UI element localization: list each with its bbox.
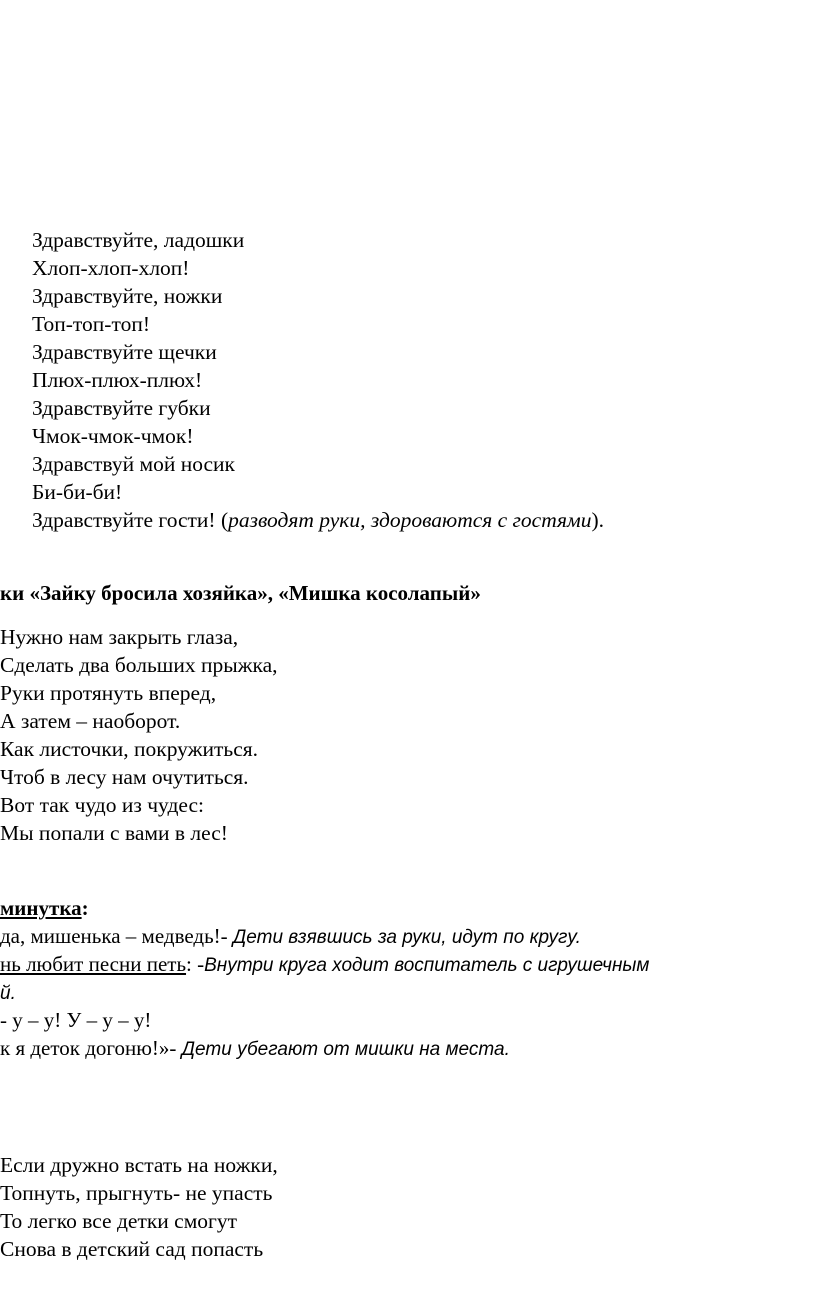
greeting-line: Би-би-би! — [32, 480, 123, 504]
poem-line: А затем – наоборот. — [0, 709, 181, 733]
poem-line: Снова в детский сад попасть — [0, 1237, 264, 1261]
greeting-line: Топ-топ-топ! — [32, 312, 150, 336]
greeting-line: Плюх-плюх-плюх! — [32, 368, 203, 392]
fizminutka-line — [0, 979, 16, 1007]
fizminutka-direction: Внутри круга ходит воспитатель с игрушечным — [204, 955, 650, 976]
poem-line: Мы попали с вами в лес! — [0, 821, 228, 845]
poem-line: Как листочки, покружиться. — [0, 737, 259, 761]
greeting-last-line — [32, 507, 604, 533]
greeting-last-tail: ). — [591, 508, 605, 532]
greeting-line: Хлоп-хлоп-хлоп! — [32, 256, 190, 280]
greeting-line: Здравствуйте, ладошки — [32, 228, 245, 252]
greeting-last-text: Здравствуйте гости! ( — [32, 508, 229, 532]
fizminutka-title-colon: : — [81, 896, 89, 920]
greeting-line: Чмок-чмок-чмок! — [32, 424, 194, 448]
fizminutka-line — [0, 1035, 510, 1063]
fizminutka-title-text: минутка — [0, 896, 82, 920]
poem-line: Вот так чудо из чудес: — [0, 793, 204, 817]
fizminutka-line — [0, 1007, 151, 1033]
greeting-stage-direction: разводят руки, здороваются с гостями — [228, 508, 592, 532]
fizminutka-title — [0, 895, 89, 921]
fizminutka-direction: й. — [0, 983, 16, 1004]
fizminutka-line — [0, 923, 581, 951]
fizminutka-text: : - — [186, 952, 205, 976]
poem-line: Руки протянуть вперед, — [0, 681, 217, 705]
greeting-line: Здравствуйте щечки — [32, 340, 217, 364]
fizminutka-direction: Дети взявшись за руки, идут по кругу. — [232, 927, 581, 948]
greeting-line: Здравствуй мой носик — [32, 452, 236, 476]
fizminutka-line — [0, 951, 649, 979]
poem-line: Сделать два больших прыжка, — [0, 653, 278, 677]
fizminutka-direction: Дети убегают от мишки на места. — [181, 1039, 510, 1060]
greeting-line: Здравствуйте, ножки — [32, 284, 223, 308]
fizminutka-text: да, мишенька – медведь!- — [0, 924, 233, 948]
poem-line: То легко все детки смогут — [0, 1209, 238, 1233]
poem-line: Нужно нам закрыть глаза, — [0, 625, 239, 649]
fizminutka-underlined: нь любит песни петь — [0, 952, 187, 976]
poem-line: Топнуть, прыгнуть- не упасть — [0, 1181, 273, 1205]
section-heading: ки «Зайку бросила хозяйка», «Мишка косолапый» — [0, 581, 481, 605]
fizminutka-text: к я деток догоню!»- — [0, 1036, 182, 1060]
greeting-line: Здравствуйте губки — [32, 396, 211, 420]
fizminutka-text: - у – у! У – у – у! — [0, 1008, 152, 1032]
poem-line: Если дружно встать на ножки, — [0, 1153, 278, 1177]
poem-line: Чтоб в лесу нам очутиться. — [0, 765, 249, 789]
